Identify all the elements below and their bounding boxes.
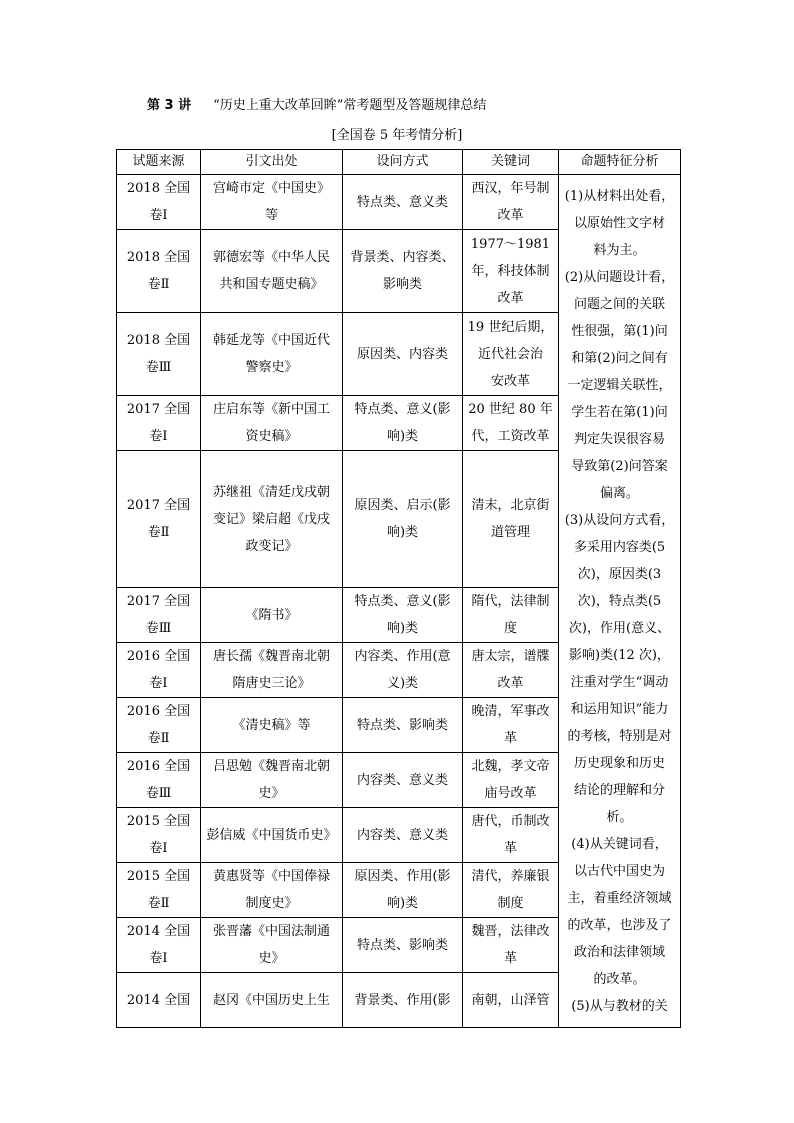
cell-line: 革	[503, 951, 517, 966]
analysis-line: 多采用内容类(5	[573, 539, 666, 555]
cell-line: 内容类、意义类	[356, 827, 448, 843]
cell-keyword	[463, 698, 559, 753]
cell-line: 隋代，法律制	[471, 594, 550, 609]
cell-line: 卷Ⅱ	[147, 896, 170, 911]
cell-citation	[201, 973, 343, 1028]
cell-line: 卷Ⅱ	[147, 277, 170, 292]
cell-line: 卷Ⅰ	[149, 208, 168, 223]
cell-line: 内容类、意义类	[356, 772, 448, 788]
cell-line: 特点类、意义类	[356, 194, 448, 210]
cell-line: 特点类、影响类	[356, 717, 448, 733]
header-citation: 引文出处	[201, 150, 343, 175]
cell-line: 政变记》	[245, 538, 298, 554]
cell-citation	[201, 753, 343, 808]
table-header-row	[117, 150, 681, 175]
cell-method	[343, 175, 463, 230]
analysis-line: 结论的理解和分	[573, 782, 665, 798]
analysis-line: 的改革。	[593, 971, 646, 987]
cell-citation	[201, 230, 343, 313]
cell-line: 唐代，币制改	[471, 814, 550, 829]
cell-keyword	[463, 230, 559, 313]
cell-keyword	[463, 973, 559, 1028]
cell-line: 隋唐史三论》	[232, 676, 311, 691]
analysis-line: 学生若在第(1)问	[571, 404, 668, 420]
analysis-line: 料为主。	[593, 242, 646, 258]
cell-line: 史》	[258, 786, 285, 801]
cell-line: 《隋书》	[245, 607, 298, 623]
cell-source	[117, 698, 201, 753]
cell-method	[343, 396, 463, 451]
cell-citation	[201, 175, 343, 230]
cell-line: 2016 全国	[126, 649, 191, 664]
analysis-line: 判定失误很容易	[573, 431, 665, 447]
cell-line: 响)类	[386, 621, 419, 636]
cell-line: 苏继祖《清廷戊戌朝	[212, 484, 330, 500]
cell-line: 等	[264, 208, 278, 223]
cell-keyword	[463, 451, 559, 588]
analysis-line: 性很强，第(1)问	[571, 323, 668, 339]
cell-keyword	[463, 643, 559, 698]
cell-method	[343, 973, 463, 1028]
analysis-line: 历史现象和历史	[573, 755, 665, 771]
cell-line: 卷Ⅲ	[145, 786, 172, 801]
analysis-line: (2)从问题设计看，	[564, 269, 675, 285]
lecture-number: 第 3 讲	[147, 98, 192, 113]
cell-method	[343, 230, 463, 313]
analysis-line: (1)从材料出处看，	[564, 188, 675, 204]
cell-line: 卷Ⅱ	[147, 731, 170, 746]
cell-line: 郭德宏等《中华人民	[212, 250, 330, 265]
cell-line: 改革	[497, 208, 524, 223]
cell-method	[343, 808, 463, 863]
cell-citation	[201, 808, 343, 863]
cell-line: 庙号改革	[484, 786, 537, 801]
cell-line: 《清史稿》等	[232, 717, 311, 733]
cell-source	[117, 588, 201, 643]
cell-line: 卷Ⅱ	[147, 525, 170, 540]
cell-line: 2018 全国	[126, 333, 191, 348]
cell-line: 唐长孺《魏晋南北朝	[212, 649, 330, 664]
analysis-line: (4)从关键词看，	[571, 836, 668, 852]
cell-line: 庄启东等《新中国工	[212, 402, 330, 417]
cell-source	[117, 175, 201, 230]
cell-line: 特点类、意义(影	[354, 594, 451, 609]
cell-line: 原因类、启示(影	[354, 498, 451, 513]
table-caption: [全国卷 5 年考情分析]	[331, 128, 463, 143]
header-source: 试题来源	[117, 150, 201, 175]
cell-keyword	[463, 808, 559, 863]
analysis-line: 注重对学生“调动	[570, 674, 669, 690]
cell-keyword	[463, 313, 559, 396]
cell-source	[117, 396, 201, 451]
cell-line: 特点类、意义(影	[354, 402, 451, 417]
cell-source	[117, 753, 201, 808]
cell-line: 背景类、作用(影	[354, 992, 451, 1008]
cell-line: 度	[503, 621, 517, 636]
cell-source	[117, 643, 201, 698]
analysis-line: 析。	[606, 809, 633, 825]
analysis-line: 影响)类(12 次)，	[569, 647, 670, 663]
cell-line: 唐太宗，谱牒	[471, 649, 550, 664]
cell-method	[343, 313, 463, 396]
cell-line: 背景类、内容类、	[350, 250, 455, 265]
cell-source	[117, 313, 201, 396]
cell-citation	[201, 451, 343, 588]
cell-line: 卷Ⅲ	[145, 621, 172, 636]
cell-source	[117, 918, 201, 973]
cell-citation	[201, 698, 343, 753]
analysis-line: 次)，作用(意义、	[568, 620, 671, 636]
header-method: 设问方式	[343, 150, 463, 175]
analysis-line: 以古代中国史为	[573, 863, 665, 879]
cell-line: 卷Ⅰ	[149, 676, 168, 691]
cell-line: 宫崎市定《中国史》	[212, 181, 330, 196]
cell-line: 改革	[497, 290, 524, 306]
cell-line: 特点类、影响类	[356, 937, 448, 953]
cell-citation	[201, 918, 343, 973]
analysis-line: 次)，原因类(3	[577, 566, 662, 582]
lecture-title	[147, 94, 486, 113]
cell-line: 变记》梁启超《戊戌	[212, 511, 330, 527]
header-analysis: 命题特征分析	[559, 150, 681, 175]
cell-keyword	[463, 175, 559, 230]
cell-line: 2016 全国	[126, 759, 191, 774]
cell-keyword	[463, 918, 559, 973]
analysis-line: 和第(2)问之间有	[571, 350, 668, 366]
cell-line: 革	[503, 731, 517, 746]
cell-line: 革	[503, 841, 517, 856]
cell-line: 制度	[497, 896, 524, 911]
cell-line: 西汉，年号制	[471, 181, 550, 196]
analysis-line: 政治和法律领域	[573, 944, 665, 960]
cell-line: 近代社会治	[477, 346, 543, 362]
cell-method	[343, 698, 463, 753]
exam-analysis-table	[116, 149, 681, 1028]
cell-line: 吕思勉《魏晋南北朝	[212, 759, 330, 774]
cell-line: 2014 全国	[126, 924, 191, 939]
cell-line: 魏晋，法律改	[471, 924, 550, 939]
cell-line: 南朝，山泽管	[471, 992, 550, 1008]
cell-citation	[201, 313, 343, 396]
cell-method	[343, 451, 463, 588]
cell-line: 2018 全国	[126, 181, 191, 196]
cell-line: 2014 全国	[126, 992, 191, 1008]
cell-line: 2018 全国	[126, 250, 191, 265]
cell-line: 2016 全国	[126, 704, 191, 719]
analysis-line: 和运用知识”能力	[570, 701, 669, 717]
analysis-cell	[559, 175, 681, 1028]
cell-line: 2015 全国	[126, 814, 191, 829]
cell-line: 晚清，军事改	[471, 704, 550, 719]
cell-line: 义)类	[386, 676, 419, 691]
analysis-line: 主，着重经济领域	[567, 890, 672, 906]
cell-source	[117, 451, 201, 588]
cell-line: 1977～1981	[470, 236, 551, 252]
cell-line: 2017 全国	[126, 594, 191, 609]
cell-citation	[201, 588, 343, 643]
cell-line: 2017 全国	[126, 402, 191, 417]
cell-source	[117, 863, 201, 918]
cell-line: 警察史》	[245, 360, 298, 375]
cell-source	[117, 230, 201, 313]
analysis-line: 以原始性文字材	[573, 215, 665, 231]
cell-line: 19 世纪后期，	[467, 319, 554, 335]
cell-method	[343, 643, 463, 698]
analysis-line: (3)从设问方式看，	[564, 512, 675, 528]
cell-line: 卷Ⅰ	[149, 841, 168, 856]
cell-line: 响)类	[386, 525, 419, 540]
cell-keyword	[463, 588, 559, 643]
cell-line: 道管理	[490, 525, 530, 540]
cell-line: 韩延龙等《中国近代	[212, 333, 330, 348]
cell-line: 张晋藩《中国法制通	[212, 924, 330, 939]
cell-method	[343, 863, 463, 918]
cell-line: 卷Ⅰ	[149, 951, 168, 966]
cell-line: 响)类	[386, 896, 419, 911]
cell-line: 彭信威《中国货币史》	[206, 827, 337, 843]
cell-line: 响)类	[386, 429, 419, 444]
analysis-line: 一定逻辑关联性，	[567, 377, 672, 393]
cell-source	[117, 808, 201, 863]
cell-line: 20 世纪 80 年	[468, 402, 553, 417]
cell-line: 黄惠贤等《中国俸禄	[212, 869, 330, 884]
cell-method	[343, 588, 463, 643]
cell-line: 北魏，孝文帝	[471, 759, 550, 774]
cell-line: 赵冈《中国历史上生	[212, 992, 330, 1008]
lecture-heading: “历史上重大改革回眸”常考题型及答题规律总结	[213, 98, 487, 113]
analysis-line: 的考核，特别是对	[567, 728, 672, 744]
cell-keyword	[463, 753, 559, 808]
cell-line: 内容类、作用(意	[354, 649, 451, 664]
cell-method	[343, 753, 463, 808]
cell-line: 资史稿》	[245, 429, 298, 444]
cell-line: 代，工资改革	[471, 429, 550, 444]
cell-line: 安改革	[490, 373, 530, 389]
cell-line: 共和国专题史稿》	[219, 277, 324, 292]
cell-line: 2015 全国	[126, 869, 191, 884]
cell-line: 影响类	[382, 277, 422, 292]
analysis-line: 偏离。	[599, 485, 639, 501]
header-keyword: 关键词	[463, 150, 559, 175]
analysis-line: 导致第(2)问答案	[571, 458, 668, 474]
cell-line: 卷Ⅰ	[149, 429, 168, 444]
cell-line: 清代，养廉银	[471, 869, 550, 884]
cell-line: 卷Ⅲ	[145, 360, 172, 375]
analysis-line: (5)从与教材的关	[571, 998, 668, 1014]
cell-line: 2017 全国	[126, 498, 191, 513]
cell-line: 制度史》	[245, 896, 298, 911]
cell-line: 清末，北京街	[471, 498, 550, 513]
analysis-line: 问题之间的关联	[573, 296, 665, 312]
cell-citation	[201, 643, 343, 698]
cell-keyword	[463, 396, 559, 451]
analysis-line: 次)，特点类(5	[577, 593, 662, 609]
analysis-line: 的改革，也涉及了	[567, 917, 672, 933]
cell-line: 年，科技体制	[471, 263, 550, 279]
table-row	[117, 175, 681, 230]
cell-keyword	[463, 863, 559, 918]
cell-source	[117, 973, 201, 1028]
cell-line: 改革	[497, 676, 524, 691]
cell-line: 原因类、作用(影	[354, 869, 451, 884]
cell-line: 史》	[258, 951, 285, 966]
cell-citation	[201, 396, 343, 451]
cell-method	[343, 918, 463, 973]
cell-line: 原因类、内容类	[356, 346, 448, 362]
cell-citation	[201, 863, 343, 918]
